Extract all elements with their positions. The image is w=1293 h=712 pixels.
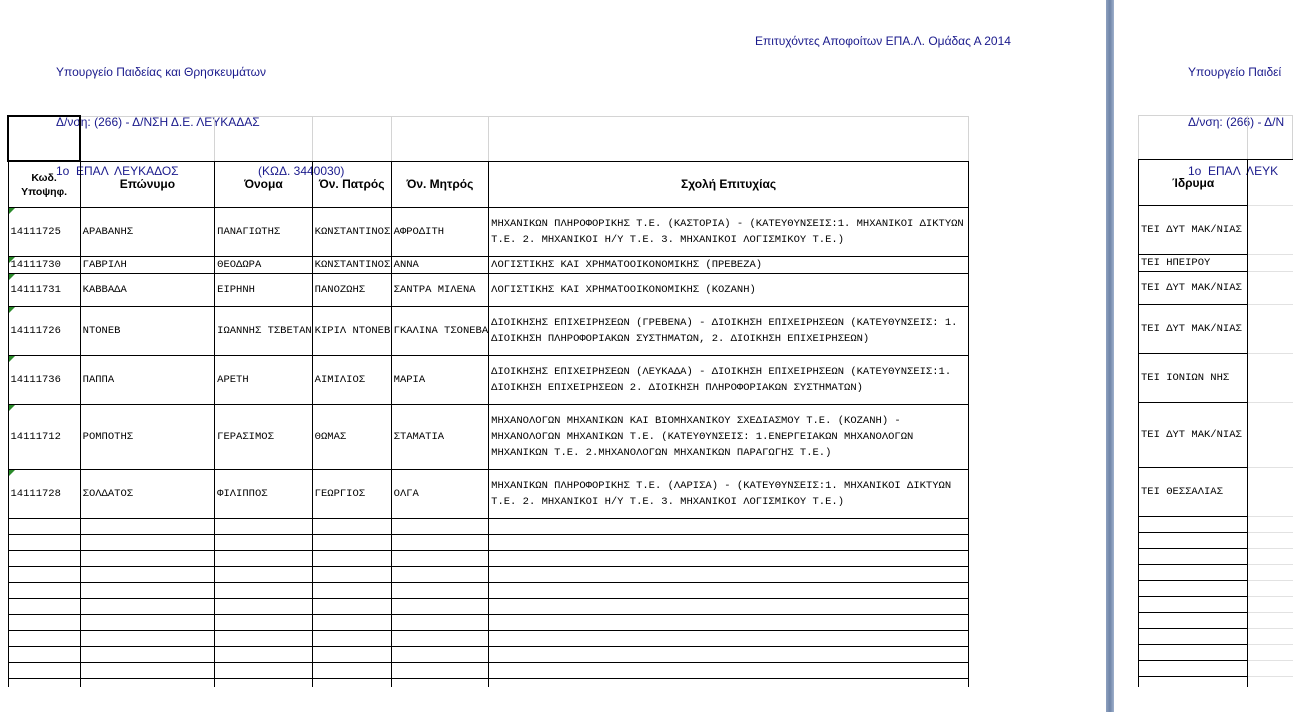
empty-row (1139, 581, 1293, 597)
cell-name[interactable]: ΕΙΡΗΝΗ (215, 274, 313, 307)
cell[interactable] (215, 583, 313, 599)
cell[interactable] (312, 631, 391, 647)
cell[interactable] (489, 647, 969, 663)
cell[interactable] (1248, 533, 1293, 549)
cell[interactable] (1139, 517, 1248, 533)
cell[interactable] (1248, 403, 1293, 468)
cell[interactable] (1139, 565, 1248, 581)
cell[interactable] (391, 519, 489, 535)
cell-father[interactable]: ΚΩΝΣΤΑΝΤΙΝΟΣ (312, 257, 391, 274)
cell[interactable] (8, 583, 80, 599)
cell-code[interactable]: 14111736 (8, 356, 80, 405)
cell-school[interactable]: ΔΙΟΙΚΗΣΗΣ ΕΠΙΧΕΙΡΗΣΕΩΝ (ΓΡΕΒΕΝΑ) - ΔΙΟΙΚΗΣΗ ΕΠΙΧΕΙΡΗΣΕΩΝ (ΚΑΤΕΥΘΥΝΣΕΙΣ: 1. ΔΙΟΙΚΗΣΗ ΠΛΗΡΟΦΟΡΙΑΚΩΝ ΣΥΣΤΗΜΑΤΩΝ, 2. ΔΙΟΙΚΗΣΗ ΕΠΙΧΕΙΡΗΣΕΩΝ) (489, 307, 969, 356)
cell[interactable] (489, 116, 969, 161)
cell[interactable] (215, 535, 313, 551)
cell[interactable] (8, 647, 80, 663)
next-page-ministry: Υπουργείο Παιδεί (1188, 65, 1282, 79)
error-indicator-icon[interactable] (9, 405, 15, 411)
empty-row (1139, 549, 1293, 565)
cell-name[interactable]: ΘΕΟΔΩΡΑ (215, 257, 313, 274)
cell-surname[interactable]: ΑΡΑΒΑΝΗΣ (80, 208, 215, 257)
empty-row (1139, 677, 1293, 688)
cell-code[interactable]: 14111726 (8, 307, 80, 356)
cell[interactable] (215, 551, 313, 567)
cell-institution[interactable]: ΤΕΙ ΔΥΤ ΜΑΚ/ΝΙΑΣ (1139, 403, 1248, 468)
cell[interactable] (391, 631, 489, 647)
cell[interactable] (8, 599, 80, 615)
cell-father[interactable]: ΚΙΡΙΛ ΝΤΟΝΕΒ (312, 307, 391, 356)
table-row (8, 274, 969, 307)
table-row (1139, 403, 1293, 468)
cell[interactable] (80, 679, 215, 688)
cell-institution[interactable]: ΤΕΙ ΗΠΕΙΡΟΥ (1139, 255, 1248, 272)
cell[interactable] (489, 551, 969, 567)
cell[interactable] (391, 535, 489, 551)
cell-school[interactable]: ΛΟΓΙΣΤΙΚΗΣ ΚΑΙ ΧΡΗΜΑΤΟΟΙΚΟΝΟΜΙΚΗΣ (ΠΡΕΒΕΖΑ) (489, 257, 969, 274)
cell-father[interactable]: ΠΑΝΟΖΩΗΣ (312, 274, 391, 307)
cell[interactable] (80, 116, 215, 161)
cell[interactable] (391, 679, 489, 688)
directorate-label: Δ/νση: (266) - Δ/ΝΣΗ Δ.Ε. ΛΕΥΚΑΔΑΣ (56, 114, 260, 129)
cell[interactable] (1139, 533, 1248, 549)
results-table (7, 115, 969, 687)
table-row (8, 356, 969, 405)
cell[interactable] (8, 679, 80, 688)
cell-code[interactable]: 14111725 (8, 208, 80, 257)
col-header-surname[interactable]: Επώνυμο (80, 161, 215, 208)
cell-surname[interactable]: ΓΑΒΡΙΛΗ (80, 257, 215, 274)
header-row (8, 161, 969, 208)
cell[interactable] (1139, 677, 1248, 688)
cell[interactable] (1248, 354, 1293, 403)
cell-mother[interactable]: ΜΑΡΙΑ (391, 356, 489, 405)
cell[interactable] (80, 567, 215, 583)
cell-school[interactable]: ΛΟΓΙΣΤΙΚΗΣ ΚΑΙ ΧΡΗΜΑΤΟΟΙΚΟΝΟΜΙΚΗΣ (ΚΟΖΑΝΗ) (489, 274, 969, 307)
cell[interactable] (215, 647, 313, 663)
cell[interactable] (80, 551, 215, 567)
cell-mother[interactable]: ΟΛΓΑ (391, 470, 489, 519)
cell-name[interactable]: ΙΩΑΝΝΗΣ ΤΣΒΕΤΑΝ (215, 307, 313, 356)
cell[interactable] (312, 599, 391, 615)
cell[interactable] (8, 631, 80, 647)
cell[interactable] (312, 583, 391, 599)
col-header-institution[interactable]: Ίδρυμα (1139, 160, 1248, 206)
cell[interactable] (1248, 581, 1293, 597)
table-row (8, 470, 969, 519)
cell-surname[interactable]: ΝΤΟΝΕΒ (80, 307, 215, 356)
table-row (1139, 468, 1293, 517)
cell-school[interactable]: ΔΙΟΙΚΗΣΗΣ ΕΠΙΧΕΙΡΗΣΕΩΝ (ΛΕΥΚΑΔΑ) - ΔΙΟΙΚΗΣΗ ΕΠΙΧΕΙΡΗΣΕΩΝ (ΚΑΤΕΥΘΥΝΣΕΙΣ:1. ΔΙΟΙΚΗΣΗ ΕΠΙΧΕΙΡΗΣΕΩΝ 2. ΔΙΟΙΚΗΣΗ ΠΛΗΡΟΦΟΡΙΑΚΩΝ ΣΥΣΤΗΜΑΤΩΝ) (489, 356, 969, 405)
cell-father[interactable]: ΚΩΝΣΤΑΝΤΙΝΟΣ (312, 208, 391, 257)
cell-surname[interactable]: ΠΑΠΠΑ (80, 356, 215, 405)
col-header-father[interactable]: Όν. Πατρός (312, 161, 391, 208)
cell[interactable] (215, 631, 313, 647)
header-row (1139, 160, 1293, 206)
next-page-sheet (1138, 115, 1293, 687)
selected-cell[interactable] (8, 116, 80, 161)
table-row (1139, 255, 1293, 272)
cell[interactable] (489, 599, 969, 615)
empty-row (1139, 661, 1293, 677)
cell[interactable] (80, 631, 215, 647)
cell[interactable] (1139, 661, 1248, 677)
cell[interactable] (489, 679, 969, 688)
table-row (8, 208, 969, 257)
error-indicator-icon[interactable] (9, 274, 15, 280)
next-page-directorate: Δ/νση: (266) - Δ/Ν (1188, 114, 1285, 129)
report-title: Επιτυχόντες Αποφοίτων ΕΠΑ.Λ. Ομάδας Α 2014 (755, 34, 1011, 48)
cell[interactable] (489, 519, 969, 535)
error-indicator-icon[interactable] (9, 307, 15, 313)
empty-row (8, 599, 969, 615)
cell[interactable] (215, 519, 313, 535)
cell-mother[interactable]: ΣΑΝΤΡΑ ΜΙΛΕΝΑ (391, 274, 489, 307)
cell[interactable] (1248, 613, 1293, 629)
cell[interactable] (489, 663, 969, 679)
cell[interactable] (8, 615, 80, 631)
cell[interactable] (1248, 629, 1293, 645)
empty-row (8, 551, 969, 567)
empty-row (8, 679, 969, 688)
cell[interactable] (1139, 613, 1248, 629)
cell[interactable] (1248, 645, 1293, 661)
cell-surname[interactable]: ΡΟΜΠΟΤΗΣ (80, 405, 215, 470)
cell-father[interactable]: ΘΩΜΑΣ (312, 405, 391, 470)
empty-row (8, 615, 969, 631)
cell[interactable] (8, 567, 80, 583)
cell-name[interactable]: ΑΡΕΤΗ (215, 356, 313, 405)
cell[interactable] (1139, 581, 1248, 597)
error-indicator-icon[interactable] (9, 208, 15, 214)
cell-surname[interactable]: ΣΟΛΔΑΤΟΣ (80, 470, 215, 519)
empty-row (1139, 533, 1293, 549)
cell[interactable] (312, 519, 391, 535)
empty-row (1139, 597, 1293, 613)
cell[interactable] (312, 535, 391, 551)
empty-row (1139, 565, 1293, 581)
cell[interactable] (1248, 468, 1293, 517)
cell-father[interactable]: ΓΕΩΡΓΙΟΣ (312, 470, 391, 519)
empty-row (8, 583, 969, 599)
col-header-school[interactable]: Σχολή Επιτυχίας (489, 161, 969, 208)
next-page-school: 1ο ΕΠΑΛ ΛΕΥΚ (1188, 164, 1279, 178)
cell[interactable] (1248, 677, 1293, 688)
cell[interactable] (8, 519, 80, 535)
cell[interactable] (489, 535, 969, 551)
table-row (8, 257, 969, 274)
empty-row (8, 647, 969, 663)
cell[interactable] (312, 116, 391, 161)
table-row (8, 405, 969, 470)
empty-row (8, 519, 969, 535)
cell[interactable] (312, 679, 391, 688)
results-sheet (7, 115, 969, 687)
cell[interactable] (391, 647, 489, 663)
cell-institution[interactable]: ΤΕΙ ΙΟΝΙΩΝ ΝΗΣ (1139, 354, 1248, 403)
cell[interactable] (215, 567, 313, 583)
empty-row (1139, 629, 1293, 645)
cell-school[interactable]: ΜΗΧΑΝΙΚΩΝ ΠΛΗΡΟΦΟΡΙΚΗΣ Τ.Ε. (ΚΑΣΤΟΡΙΑ) - (ΚΑΤΕΥΘΥΝΣΕΙΣ:1. ΜΗΧΑΝΙΚΟΙ ΔΙΚΤΥΩΝ Τ.Ε. 2. ΜΗΧΑΝΙΚΟΙ Η/Υ Τ.Ε. 3. ΜΗΧΑΝΙΚΟΙ ΛΟΓΙΣΜΙΚΟΥ Τ.Ε.) (489, 208, 969, 257)
cell[interactable] (391, 583, 489, 599)
cell[interactable] (312, 615, 391, 631)
table-row (8, 307, 969, 356)
empty-row (8, 663, 969, 679)
cell-mother[interactable]: ΓΚΑΛΙΝΑ ΤΣΟΝΕΒΑ (391, 307, 489, 356)
blank-row (1139, 116, 1293, 160)
error-indicator-icon[interactable] (9, 257, 15, 263)
col-header-name[interactable]: Όνομα (215, 161, 313, 208)
cell[interactable] (391, 116, 489, 161)
blank-row (8, 116, 969, 161)
error-indicator-icon[interactable] (9, 356, 15, 362)
cell[interactable] (1248, 565, 1293, 581)
cell[interactable] (489, 615, 969, 631)
cell[interactable] (80, 583, 215, 599)
col-header-mother[interactable]: Όν. Μητρός (391, 161, 489, 208)
school-label: 1ο ΕΠΑΛ ΛΕΥΚΑΔΟΣ (56, 164, 179, 178)
cell-code[interactable]: 14111731 (8, 274, 80, 307)
table-row (1139, 272, 1293, 305)
empty-row (8, 535, 969, 551)
cell-father[interactable]: ΑΙΜΙΛΙΟΣ (312, 356, 391, 405)
cell[interactable] (80, 663, 215, 679)
cell[interactable] (1248, 549, 1293, 565)
cell[interactable] (489, 631, 969, 647)
cell-institution[interactable]: ΤΕΙ ΘΕΣΣΑΛΙΑΣ (1139, 468, 1248, 517)
cell[interactable] (215, 116, 313, 161)
cell[interactable] (1248, 116, 1293, 160)
cell[interactable] (80, 615, 215, 631)
cell[interactable] (1248, 661, 1293, 677)
cell[interactable] (312, 663, 391, 679)
cell[interactable] (1139, 645, 1248, 661)
col-header-code[interactable]: Κωδ. Υποψηφ. (8, 161, 80, 208)
cell[interactable] (80, 599, 215, 615)
cell[interactable] (215, 615, 313, 631)
empty-row (1139, 645, 1293, 661)
cell-school[interactable]: ΜΗΧΑΝΙΚΩΝ ΠΛΗΡΟΦΟΡΙΚΗΣ Τ.Ε. (ΛΑΡΙΣΑ) - (ΚΑΤΕΥΘΥΝΣΕΙΣ:1. ΜΗΧΑΝΙΚΟΙ ΔΙΚΤΥΩΝ Τ.Ε. 2. ΜΗΧΑΝΙΚΟΙ Η/Υ Τ.Ε. 3. ΜΗΧΑΝΙΚΟΙ ΛΟΓΙΣΜΙΚΟΥ Τ.Ε.) (489, 470, 969, 519)
cell[interactable] (1139, 549, 1248, 565)
cell[interactable] (8, 663, 80, 679)
cell-surname[interactable]: ΚΑΒΒΑΔΑ (80, 274, 215, 307)
cell[interactable] (1139, 597, 1248, 613)
cell[interactable] (391, 615, 489, 631)
cell[interactable] (1248, 255, 1293, 272)
school-code: (ΚΩΔ. 3440030) (258, 164, 345, 178)
cell[interactable] (215, 599, 313, 615)
cell-name[interactable]: ΠΑΝΑΓΙΩΤΗΣ (215, 208, 313, 257)
cell[interactable] (215, 663, 313, 679)
cell[interactable] (8, 535, 80, 551)
cell[interactable] (1139, 116, 1248, 160)
table-row (1139, 354, 1293, 403)
cell-code[interactable]: 14111712 (8, 405, 80, 470)
cell[interactable] (391, 663, 489, 679)
cell[interactable] (391, 599, 489, 615)
cell[interactable] (489, 583, 969, 599)
cell[interactable] (8, 551, 80, 567)
cell-name[interactable]: ΓΕΡΑΣΙΜΟΣ (215, 405, 313, 470)
cell[interactable] (312, 551, 391, 567)
institution-table (1138, 115, 1293, 687)
cell[interactable] (1248, 305, 1293, 354)
page-separator (1106, 0, 1114, 712)
cell-institution[interactable]: ΤΕΙ ΔΥΤ ΜΑΚ/ΝΙΑΣ (1139, 305, 1248, 354)
cell-institution[interactable]: ΤΕΙ ΔΥΤ ΜΑΚ/ΝΙΑΣ (1139, 206, 1248, 255)
cell[interactable] (1248, 160, 1293, 206)
error-indicator-icon[interactable] (9, 470, 15, 476)
cell[interactable] (1248, 597, 1293, 613)
cell[interactable] (1248, 206, 1293, 255)
cell[interactable] (80, 647, 215, 663)
ministry-label: Υπουργείο Παιδείας και Θρησκευμάτων (56, 65, 266, 79)
cell[interactable] (312, 647, 391, 663)
cell-mother[interactable]: ΑΝΝΑ (391, 257, 489, 274)
cell-mother[interactable]: ΑΦΡΟΔΙΤΗ (391, 208, 489, 257)
cell[interactable] (489, 567, 969, 583)
cell-school[interactable]: ΜΗΧΑΝΟΛΟΓΩΝ ΜΗΧΑΝΙΚΩΝ ΚΑΙ ΒΙΟΜΗΧΑΝΙΚΟΥ ΣΧΕΔΙΑΣΜΟΥ Τ.Ε. (ΚΟΖΑΝΗ) - ΜΗΧΑΝΟΛΟΓΩΝ ΜΗΧΑΝΙΚΩΝ Τ.Ε. (ΚΑΤΕΥΘΥΝΣΕΙΣ: 1.ΕΝΕΡΓΕΙΑΚΩΝ ΜΗΧΑΝΟΛΟΓΩΝ ΜΗΧΑΝΙΚΩΝ Τ.Ε. 2.ΜΗΧΑΝΟΛΟΓΩΝ ΜΗΧΑΝΙΚΩΝ ΠΑΡΑΓΩΓΗΣ Τ.Ε.) (489, 405, 969, 470)
cell[interactable] (215, 679, 313, 688)
cell[interactable] (80, 535, 215, 551)
cell[interactable] (391, 551, 489, 567)
cell-name[interactable]: ΦΙΛΙΠΠΟΣ (215, 470, 313, 519)
empty-row (1139, 517, 1293, 533)
cell[interactable] (312, 567, 391, 583)
table-row (1139, 206, 1293, 255)
empty-row (8, 567, 969, 583)
cell-institution[interactable]: ΤΕΙ ΔΥΤ ΜΑΚ/ΝΙΑΣ (1139, 272, 1248, 305)
cell[interactable] (391, 567, 489, 583)
empty-row (1139, 613, 1293, 629)
cell-code[interactable]: 14111730 (8, 257, 80, 274)
cell[interactable] (1248, 517, 1293, 533)
table-row (1139, 305, 1293, 354)
cell[interactable] (80, 519, 215, 535)
empty-row (8, 631, 969, 647)
cell-mother[interactable]: ΣΤΑΜΑΤΙΑ (391, 405, 489, 470)
cell[interactable] (1248, 272, 1293, 305)
cell-code[interactable]: 14111728 (8, 470, 80, 519)
cell[interactable] (1139, 629, 1248, 645)
